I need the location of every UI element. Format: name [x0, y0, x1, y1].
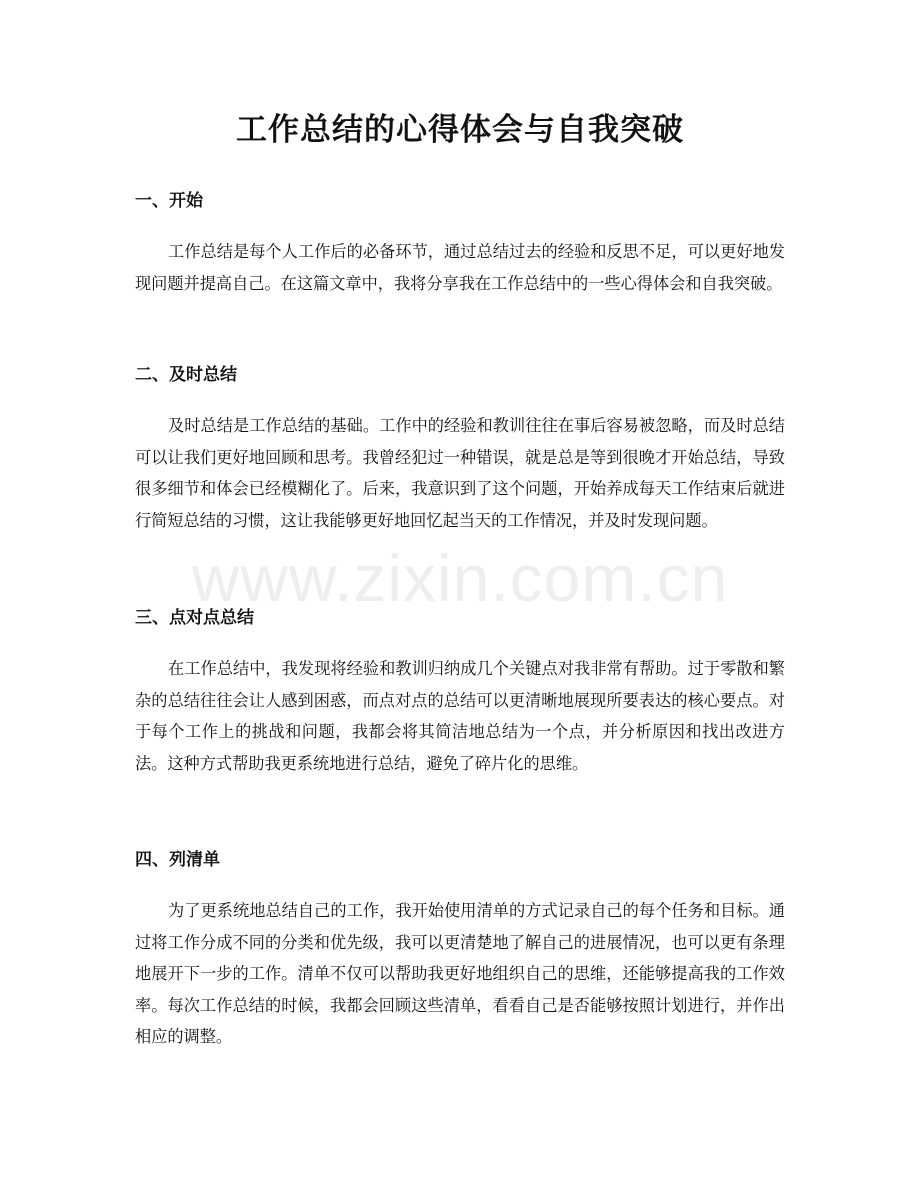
section-paragraph: 在工作总结中，我发现将经验和教训归纳成几个关键点对我非常有帮助。过于零散和繁杂的总结往往会让人感到困惑，而点对点的总结可以更清晰地展现所要表达的核心要点。对于每个工作上的挑战和问题，我都会将其简洁地总结为一个点，并分析原因和找出改进方法。这种方式帮助我更系统地进行总结，避免了碎片化的思维。	[135, 659, 785, 773]
watermark-text: www.zixin.com.cn	[191, 541, 729, 615]
section-heading: 三、点对点总结	[135, 608, 254, 628]
section-timely-summary	[135, 363, 785, 536]
section-heading: 一、开始	[135, 191, 203, 211]
section-paragraph: 工作总结是每个人工作后的必备环节，通过总结过去的经验和反思不足，可以更好地发现问题并提高自己。在这篇文章中，我将分享我在工作总结中的一些心得体会和自我突破。	[135, 242, 785, 293]
section-paragraph: 及时总结是工作总结的基础。工作中的经验和教训往往在事后容易被忽略，而及时总结可以让我们更好地回顾和思考。我曾经犯过一种错误，就是总是等到很晚才开始总结，导致很多细节和体会已经模糊化了。后来，我意识到了这个问题，开始养成每天工作结束后就进行简短总结的习惯，这让我能够更好地回忆起当天的工作情况，并及时发现问题。	[135, 416, 785, 530]
section-point-summary	[135, 606, 785, 779]
document-title: 工作总结的心得体会与自我突破	[236, 112, 684, 148]
section-heading: 四、列清单	[135, 850, 220, 870]
section-checklist	[135, 848, 785, 1053]
section-start	[135, 189, 785, 299]
section-paragraph: 为了更系统地总结自己的工作，我开始使用清单的方式记录自己的每个任务和目标。通过将工作分成不同的分类和优先级，我可以更清楚地了解自己的进展情况，也可以更有条理地展开下一步的工作。清单不仅可以帮助我更好地组织自己的思维，还能够提高我的工作效率。每次工作总结的时候，我都会回顾这些清单，看看自己是否能够按照计划进行，并作出相应的调整。	[135, 901, 785, 1046]
section-heading: 二、及时总结	[135, 365, 237, 385]
